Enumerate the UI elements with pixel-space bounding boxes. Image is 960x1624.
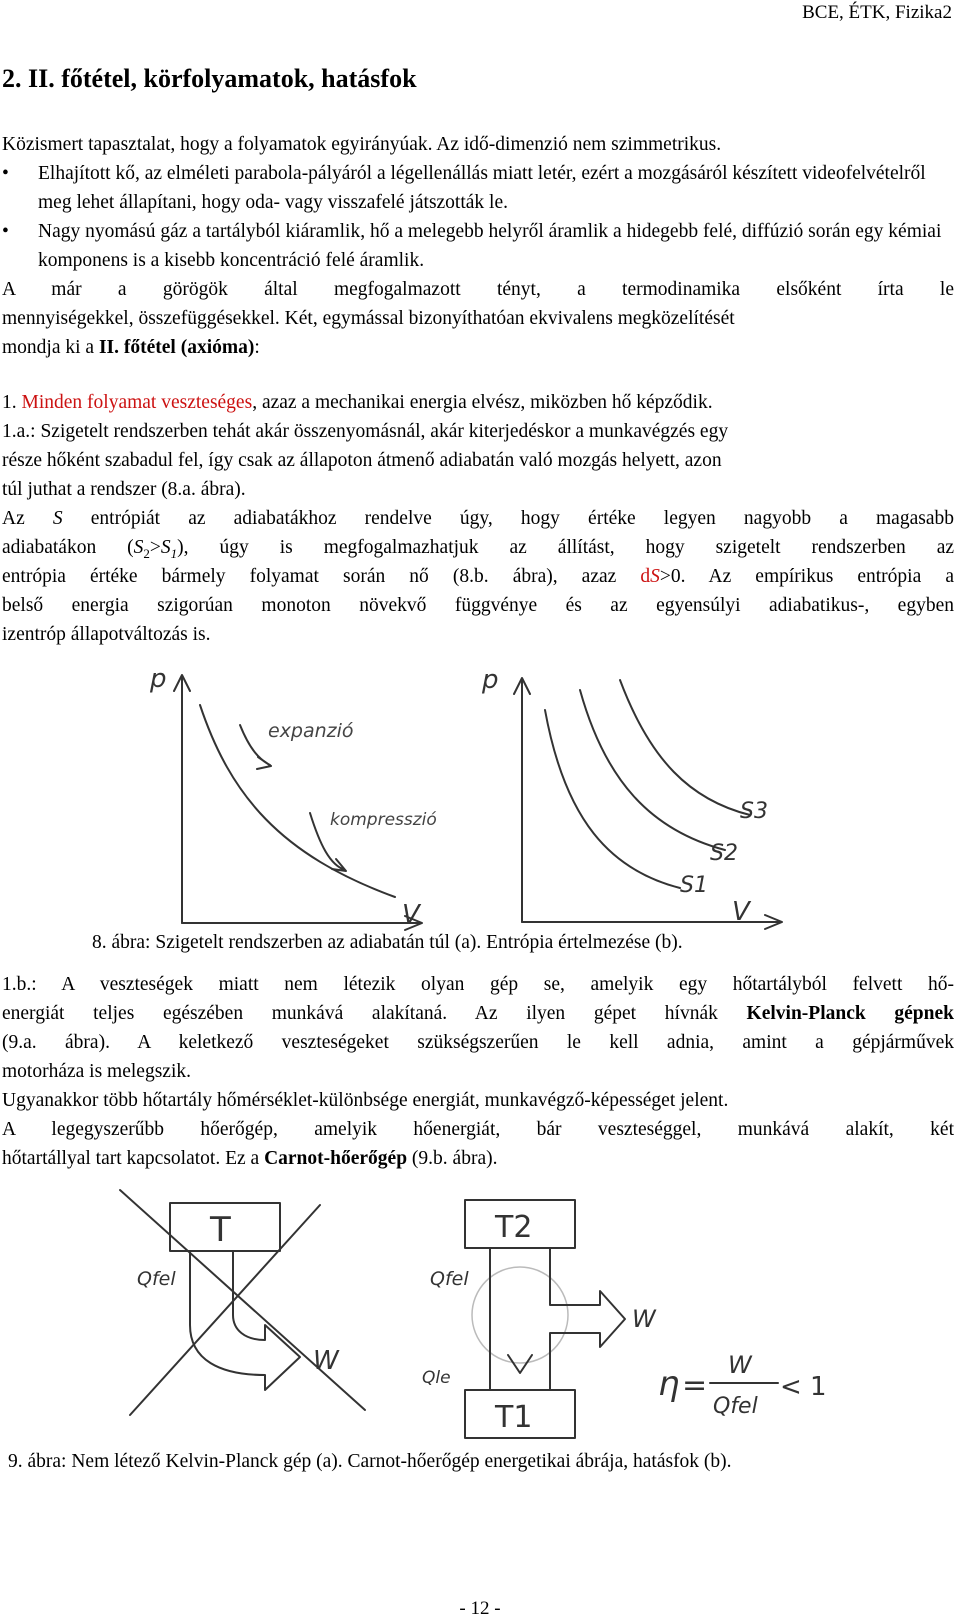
p-axis — [174, 675, 190, 923]
paragraph-1a-line: túl juthat a rendszer (8.a. ábra). — [2, 479, 246, 500]
p-axis-label: p — [482, 665, 499, 695]
label-expanzio: expanzió — [268, 720, 354, 742]
running-header: BCE, ÉTK, Fizika2 — [802, 2, 952, 23]
q-label: Qfel — [137, 1268, 176, 1290]
v-axis-label: V — [732, 897, 750, 927]
paragraph-greek-line — [2, 333, 954, 362]
paragraph-entropy-line: belső energia szigorúan monoton növekvő függvénye és az egyensúlyi adiabatikus-, egyben — [2, 595, 954, 616]
bullet-dot: • — [2, 163, 9, 184]
cross-line — [120, 1190, 365, 1410]
figure-9-caption: 9. ábra: Nem létező Kelvin-Planck gép (a). Carnot-hőerőgép energetikai ábrája, hatásfok (b). — [8, 1451, 732, 1472]
text-run: (9.b. ábra). — [407, 1148, 498, 1169]
subscript: 2 — [143, 545, 150, 561]
intro-paragraph: Közismert tapasztalat, hogy a folyamatok egyirányúak. Az idő-dimenzió nem szimmetrikus. — [2, 134, 722, 155]
text-run: > — [149, 537, 161, 558]
engine-circle — [472, 1267, 568, 1363]
symbol-s: S — [133, 537, 144, 558]
tank-top-label: T2 — [495, 1210, 533, 1245]
figure-9b-sketch — [410, 1195, 830, 1445]
text-run: adiabatákon ( — [2, 537, 134, 558]
text-run: entrópiát az adiabatákhoz rendelve úgy, hogy értéke legyen nagyobb a magasabb — [62, 508, 954, 529]
paragraph-1b-line: motorháza is melegszik. — [2, 1061, 191, 1082]
figure-8a-sketch — [140, 665, 470, 940]
tank-label: T — [210, 1210, 231, 1250]
paragraph-greek-line: mennyiségekkel, összefüggésekkel. Két, egymással bizonyíthatóan ekvivalens megközelítését — [2, 308, 735, 329]
p-axis-label: p — [150, 664, 167, 694]
paragraph-ugyanakkor: Ugyanakkor több hőtartály hőmérséklet-különbsége energiát, munkavégző-képességet jelent. — [2, 1090, 729, 1111]
paragraph-entropy-line: izentróp állapotváltozás is. — [2, 624, 211, 645]
figure-8b-sketch — [482, 660, 800, 940]
text-run: Az — [2, 508, 53, 529]
heat-flow-arrow — [490, 1248, 625, 1390]
equals-sign: = — [682, 1368, 708, 1403]
fraction-numerator: W — [728, 1351, 752, 1379]
heat-flow-arrow — [190, 1251, 300, 1390]
symbol-s: S — [52, 508, 63, 529]
text-run: ), úgy is megfogalmazhatjuk az állítást, hogy szigetelt rendszerben az — [177, 537, 954, 558]
efficiency-symbol: η — [658, 1364, 680, 1404]
less-than-one: < 1 — [780, 1372, 827, 1402]
statement-highlight: Minden folyamat veszteséges — [21, 392, 253, 413]
paragraph-entropy-line — [2, 504, 954, 533]
label-s3: S3 — [740, 799, 768, 824]
bullet-dot: • — [2, 221, 9, 242]
bullet-item-stone: Elhajított kő, az elméleti parabola-pályáról a légellenállás miatt letér, ezért a mozgásáról készített videofelvételről meg lehet állapítani, hogy oda- vagy visszafelé játszották le. — [38, 163, 926, 213]
q-in-label: Qfel — [430, 1268, 469, 1290]
text-run: hőtartállyal tart kapcsolatot. Ez a — [2, 1148, 265, 1169]
figure-8-caption: 8. ábra: Szigetelt rendszerben az adiabatán túl (a). Entrópia értelmezése (b). — [92, 932, 683, 953]
paragraph-1a-line: része hőként szabadul fel, így csak az állapoton átmenő adiabatán való mozgás helyett, azon — [2, 450, 722, 471]
label-s2: S2 — [710, 841, 738, 866]
v-axis-label: V — [402, 900, 420, 930]
subscript: 1 — [170, 545, 178, 561]
paragraph-carnot-line: A legegyszerűbb hőerőgép, amelyik hőenergiát, bár veszteséggel, munkává alakít, két — [2, 1119, 954, 1140]
label-s1: S1 — [680, 873, 708, 898]
paragraph-carnot-line — [2, 1144, 954, 1173]
paragraph-1a-line: 1.a.: Szigetelt rendszerben tehát akár összenyomásnál, akár kiterjedéskor a munkavégzés egy — [2, 421, 729, 442]
adiabat-s1 — [545, 710, 680, 888]
statement-1 — [2, 388, 954, 417]
bullet-item-gas: Nagy nyomású gáz a tartályból kiáramlik, hő a melegebb helyről áramlik a hidegebb felé, diffúzió során egy kémiai komponens is a kisebb koncentráció felé áramlik. — [38, 221, 942, 271]
text-run: energiát teljes egészében munkává alakítaná. Az ilyen gépet hívnák — [2, 1003, 747, 1024]
kelvin-planck-term: Kelvin-Planck gépnek — [746, 1003, 954, 1024]
section-title: 2. II. főtétel, körfolyamatok, hatásfok — [2, 64, 417, 93]
paragraph-entropy-line — [2, 562, 954, 591]
second-law-term: II. főtétel (axióma) — [98, 337, 255, 358]
paragraph-greek-line: A már a görögök által megfogalmazott tényt, a termodinamika elsőként írta le — [2, 279, 954, 300]
text-run: >0. Az empírikus entrópia a — [659, 566, 954, 587]
symbol-s: S — [650, 566, 660, 587]
fraction-denominator: Qfel — [713, 1394, 758, 1419]
down-arrow — [508, 1355, 532, 1373]
text-run: mondja ki a — [2, 337, 99, 358]
paragraph-1b-line: 1.b.: A veszteségek miatt nem létezik olyan gép se, amelyik egy hőtartályból felvett hő- — [2, 974, 954, 995]
expansion-arrow — [240, 725, 271, 769]
carnot-term: Carnot-hőerőgép — [264, 1148, 408, 1169]
figure-9a-sketch — [115, 1185, 385, 1425]
page-number: - 12 - — [459, 1598, 501, 1619]
adiabat-s2 — [580, 690, 725, 850]
paragraph-1b-line — [2, 999, 954, 1028]
statement-number: 1. — [2, 392, 22, 413]
tank-bottom-label: T1 — [495, 1400, 533, 1435]
q-out-label: Qle — [422, 1368, 451, 1388]
symbol-d: d — [640, 566, 651, 587]
label-kompresszio: kompresszió — [330, 810, 437, 830]
text-run: : — [254, 337, 260, 358]
work-label: W — [313, 1346, 339, 1376]
text-run: entrópia értéke bármely folyamat során nő (8.b. ábra), azaz — [2, 566, 641, 587]
paragraph-1b-line: (9.a. ábra). A keletkező veszteségeket szükségszerűen le kell adnia, amint a gépjárművek — [2, 1032, 954, 1053]
symbol-s: S — [160, 537, 171, 558]
adiabat-s3 — [620, 680, 750, 815]
p-axis — [514, 678, 530, 922]
text-run: , azaz a mechanikai energia elvész, miközben hő képződik. — [252, 392, 713, 413]
work-label: W — [632, 1305, 656, 1333]
